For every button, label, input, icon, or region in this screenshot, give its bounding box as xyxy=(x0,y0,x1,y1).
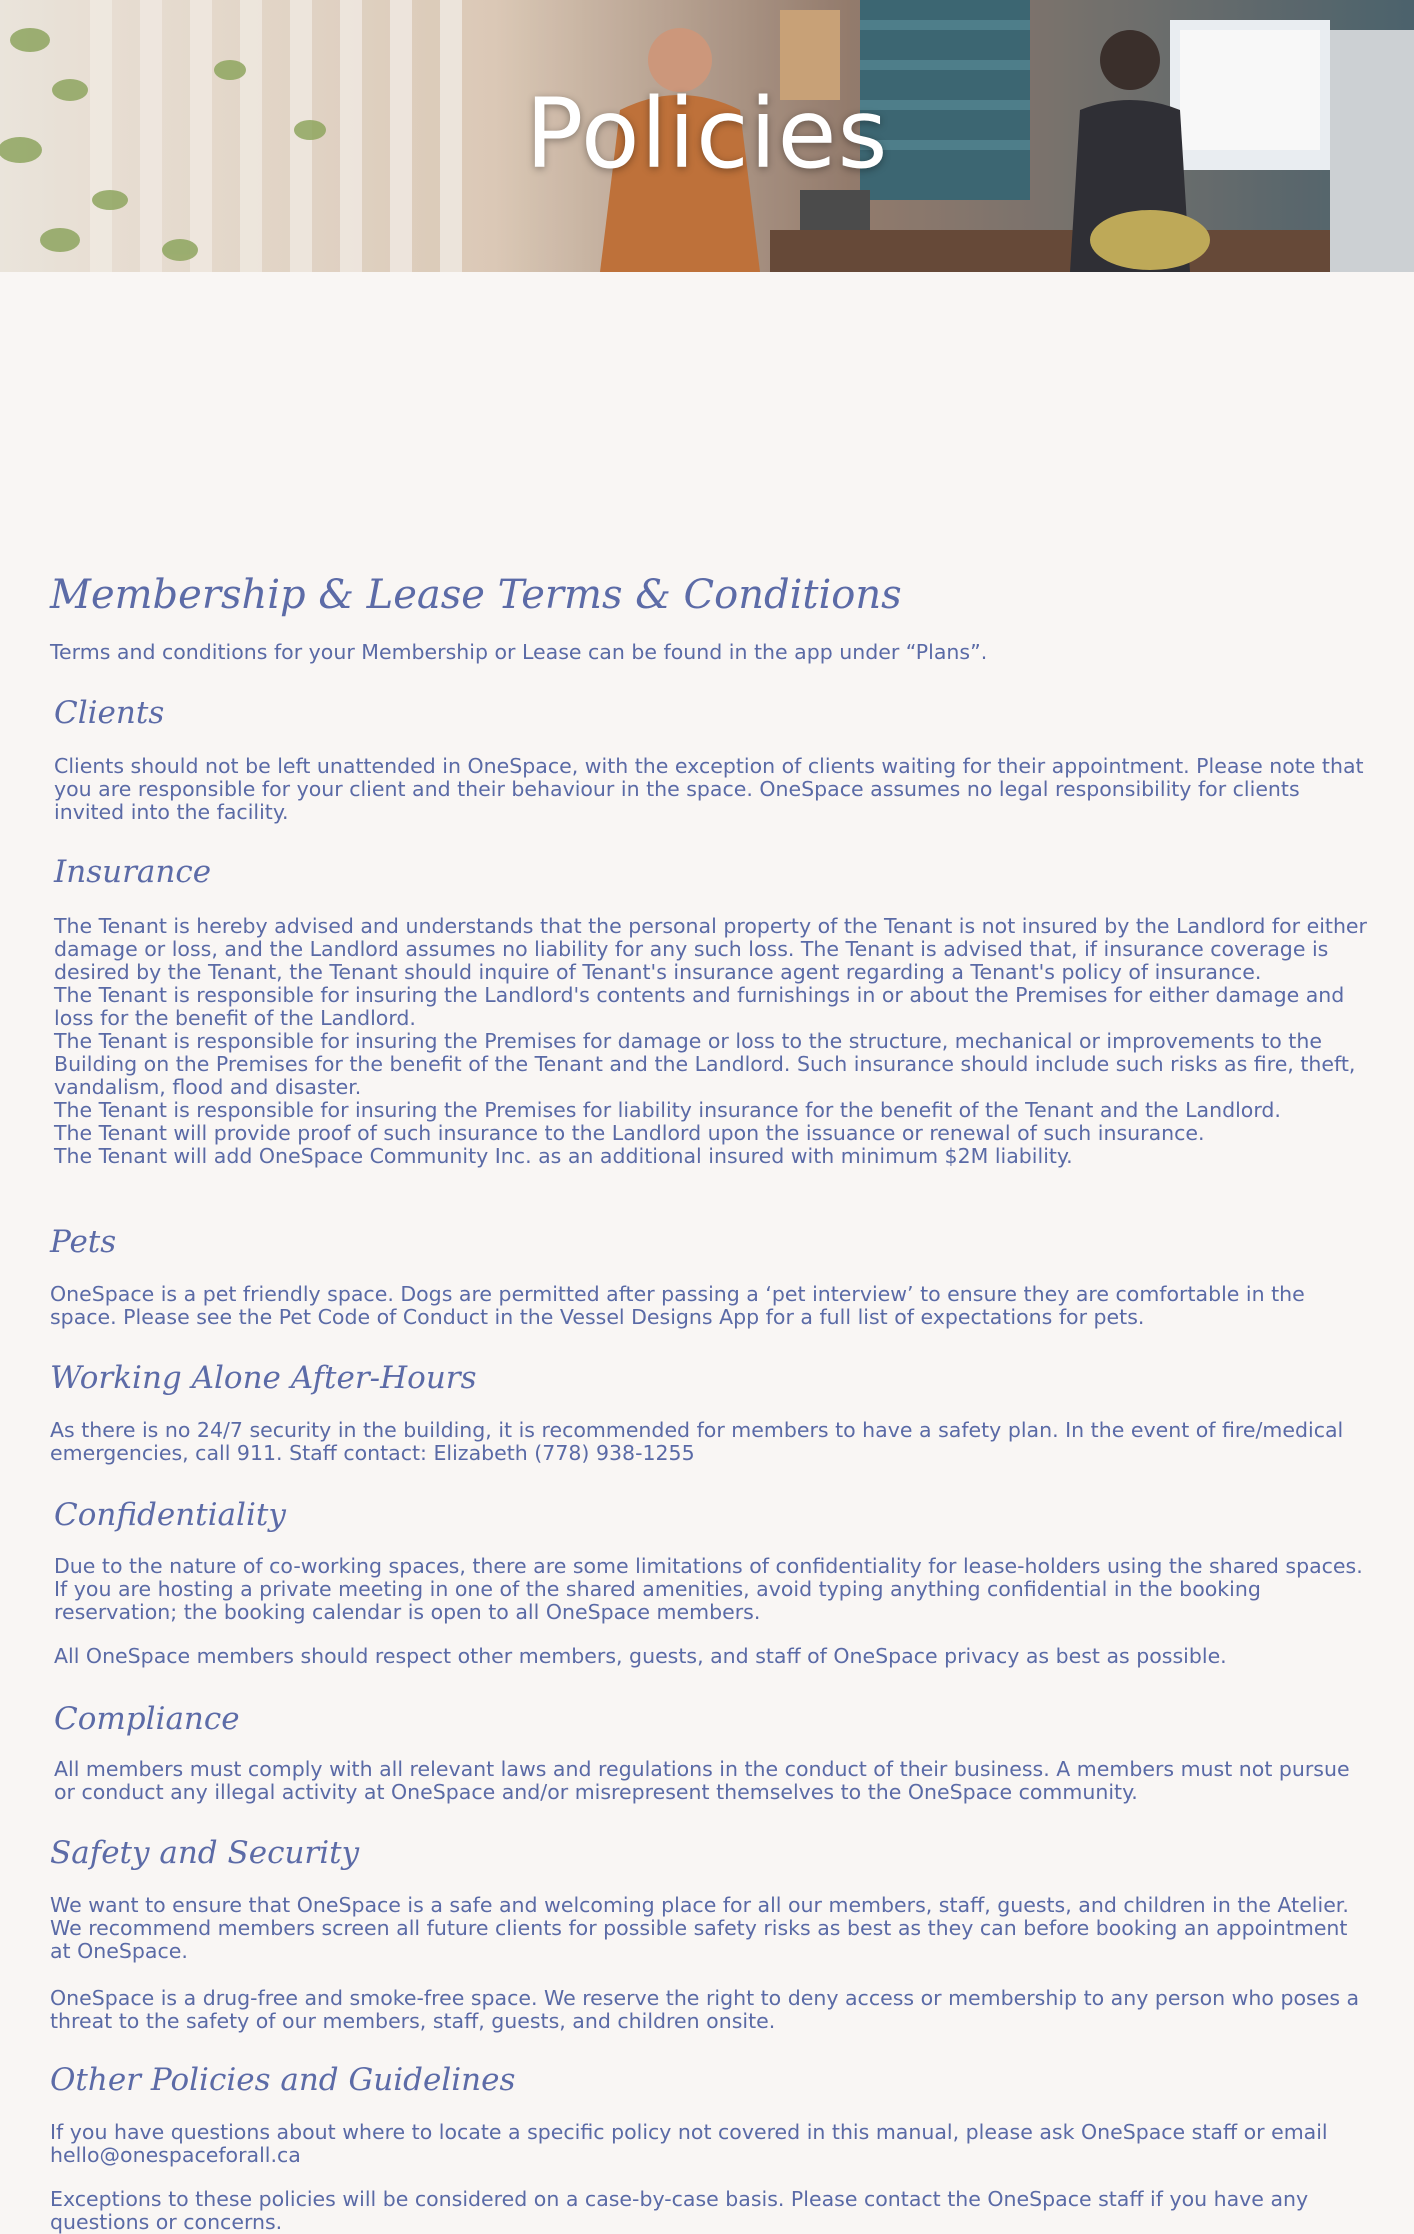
insurance-heading: Insurance xyxy=(54,854,212,890)
safety-text xyxy=(50,1894,1370,2033)
confidentiality-paragraph-1: Due to the nature of co-working spaces, there are some limitations of confidentiality for lease-holders using the shared spaces. If you are hosting a private meeting in one of the shared amenities, avoid typing anything confidential in the booking reservation; the booking calendar is open to all OneSpace members. xyxy=(54,1554,1363,1624)
compliance-heading: Compliance xyxy=(54,1701,240,1737)
other-policies-paragraph-2: Exceptions to these policies will be considered on a case-by-case basis. Please contact the OneSpace staff if you have any questions or concerns. xyxy=(50,2187,1309,2234)
insurance-paragraph-5: The Tenant will provide proof of such insurance to the Landlord upon the issuance or renewal of such insurance. xyxy=(54,1121,1205,1145)
page-title: Policies xyxy=(525,78,889,190)
after-hours-text xyxy=(50,1419,1370,1465)
insurance-paragraph-1: The Tenant is hereby advised and understands that the personal property of the Tenant is not insured by the Landlord for either damage or loss, and the Landlord assumes no liability for any such loss. The Tenant is advised that, if insurance coverage is desired by the Tenant, the Tenant should inquire of Tenant's insurance agent regarding a Tenant's policy of insurance. xyxy=(54,914,1367,984)
insurance-text xyxy=(54,915,1374,1168)
pets-text xyxy=(50,1283,1370,1329)
clients-heading: Clients xyxy=(54,695,165,731)
membership-heading: Membership & Lease Terms & Conditions xyxy=(50,572,902,618)
other-policies-text xyxy=(50,2121,1370,2234)
compliance-paragraph: All members must comply with all relevant laws and regulations in the conduct of their business. A members must not pursue or conduct any illegal activity at OneSpace and/or misrepresent themselves to the OneSpace community. xyxy=(54,1757,1350,1804)
after-hours-heading: Working Alone After-Hours xyxy=(50,1360,477,1396)
pets-heading: Pets xyxy=(50,1224,117,1260)
pets-paragraph: OneSpace is a pet friendly space. Dogs are permitted after passing a ‘pet interview’ to ensure they are comfortable in the space. Please see the Pet Code of Conduct in the Vessel Designs App for a full list of expectations for pets. xyxy=(50,1282,1305,1329)
hero-banner xyxy=(0,0,1414,272)
other-policies-paragraph-1: If you have questions about where to locate a specific policy not covered in this manual, please ask OneSpace staff or email hello@onespaceforall.ca xyxy=(50,2120,1328,2167)
membership-text xyxy=(50,641,1370,664)
safety-paragraph-2: OneSpace is a drug-free and smoke-free space. We reserve the right to deny access or membership to any person who poses a threat to the safety of our members, staff, guests, and children onsite. xyxy=(50,1986,1360,2033)
insurance-paragraph-4: The Tenant is responsible for insuring the Premises for liability insurance for the benefit of the Tenant and the Landlord. xyxy=(54,1098,1281,1122)
compliance-text xyxy=(54,1758,1374,1804)
insurance-paragraph-2: The Tenant is responsible for insuring the Landlord's contents and furnishings in or about the Premises for either damage and loss for the benefit of the Landlord. xyxy=(54,983,1345,1030)
insurance-paragraph-6: The Tenant will add OneSpace Community Inc. as an additional insured with minimum $2M liability. xyxy=(54,1144,1073,1168)
other-policies-heading: Other Policies and Guidelines xyxy=(50,2062,516,2098)
confidentiality-text xyxy=(54,1555,1374,1668)
clients-text xyxy=(54,755,1374,824)
safety-heading: Safety and Security xyxy=(50,1835,360,1871)
membership-paragraph: Terms and conditions for your Membership or Lease can be found in the app under “Plans”. xyxy=(50,640,988,664)
safety-paragraph-1: We want to ensure that OneSpace is a safe and welcoming place for all our members, staff, guests, and children in the Atelier. We recommend members screen all future clients for possible safety risks as best as they can before booking an appointment at OneSpace. xyxy=(50,1893,1349,1963)
after-hours-paragraph: As there is no 24/7 security in the building, it is recommended for members to have a safety plan. In the event of fire/medical emergencies, call 911. Staff contact: Elizabeth (778) 938-1255 xyxy=(50,1418,1344,1465)
confidentiality-heading: Confidentiality xyxy=(54,1497,286,1533)
insurance-paragraph-3: The Tenant is responsible for insuring the Premises for damage or loss to the structure, mechanical or improvements to the Building on the Premises for the benefit of the Tenant and the Landlord. Such insurance should include such risks as fire, theft, vandalism, flood and disaster. xyxy=(54,1029,1356,1099)
confidentiality-paragraph-2: All OneSpace members should respect other members, guests, and staff of OneSpace privacy as best as possible. xyxy=(54,1644,1227,1668)
clients-paragraph: Clients should not be left unattended in OneSpace, with the exception of clients waiting for their appointment. Please note that you are responsible for your client and their behaviour in the space. OneSpace assumes no legal responsibility for clients invited into the facility. xyxy=(54,754,1364,824)
